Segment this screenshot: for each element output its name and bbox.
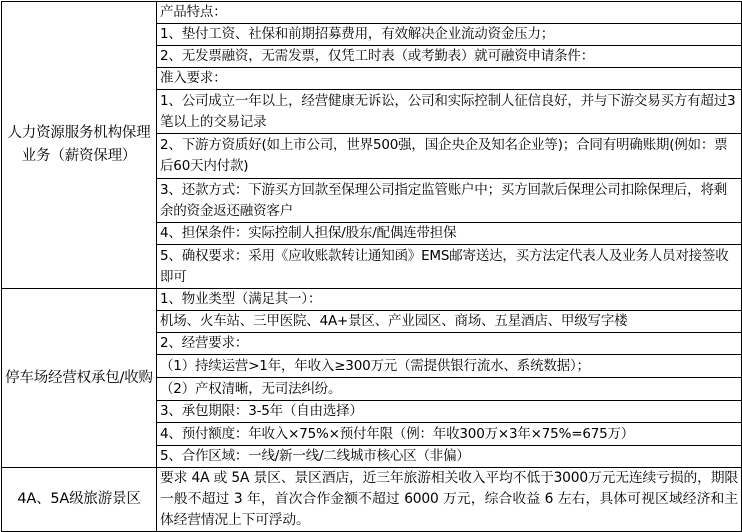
list-item: 2、经营要求： <box>157 333 742 355</box>
list-item: 4、预付额度：年收入×75%×预付年限（例：年收300万×3年×75%=675万） <box>157 423 742 446</box>
list-item: 3、承包期限：3-5年（自由选择） <box>157 401 742 423</box>
category-cell-hr-factoring: 人力资源服务机构保理业务（薪资保理） <box>2 2 157 289</box>
list-item: 1、公司成立一年以上，经营健康无诉讼，公司和实际控制人征信良好，并与下游交易买方有超过3笔以上的交易记录 <box>157 90 742 134</box>
list-item: 产品特点： <box>157 2 742 24</box>
table-row <box>2 468 742 532</box>
list-item: 机场、火车站、三甲医院、4A+景区、产业园区、商场、五星酒店、甲级写字楼 <box>157 311 742 333</box>
list-item: 2、无发票融资，无需发票，仅凭工时表（或考勤表）就可融资申请条件： <box>157 46 742 68</box>
list-item: （2）产权清晰，无司法纠纷。 <box>157 378 742 401</box>
list-item: 准入要求： <box>157 68 742 90</box>
category-cell-parking: 停车场经营权承包/收购 <box>2 289 157 468</box>
list-item: （1）持续运营>1年，年收入≥300万元（需提供银行流水、系统数据）； <box>157 355 742 378</box>
category-cell-scenic-area: 4A、5A级旅游景区 <box>2 468 157 532</box>
list-item: 2、下游方资质好(如上市公司，世界500强，国企央企及知名企业等)；合同有明确账期(例如：票后60天内付款) <box>157 134 742 179</box>
list-item: 5、确权要求：采用《应收账款转让通知函》EMS邮寄送达，买方法定代表人及业务人员对接签收即可 <box>157 245 742 289</box>
list-item: 要求 4A 或 5A 景区、景区酒店，近三年旅游相关收入平均不低于3000万元无连续亏损的，期限一般不超过 3 年，首次合作金额不超过 6000 万元，综合收益 6 左右，具体可视区域经济和主体经营情况上下可浮动。 <box>157 468 742 532</box>
table-row <box>2 289 742 311</box>
list-item: 4、担保条件：实际控制人担保/股东/配偶连带担保 <box>157 223 742 245</box>
list-item: 1、垫付工资、社保和前期招募费用，有效解决企业流动资金压力； <box>157 24 742 46</box>
list-item: 1、物业类型（满足其一）： <box>157 289 742 311</box>
table-row <box>2 2 742 24</box>
list-item: 3、还款方式：下游买方回款至保理公司指定监管账户中；买方回款后保理公司扣除保理后，将剩余的资金返还融资客户 <box>157 179 742 223</box>
info-table <box>1 1 742 532</box>
list-item: 5、合作区域：一线/新一线/二线城市核心区（非偏） <box>157 446 742 468</box>
